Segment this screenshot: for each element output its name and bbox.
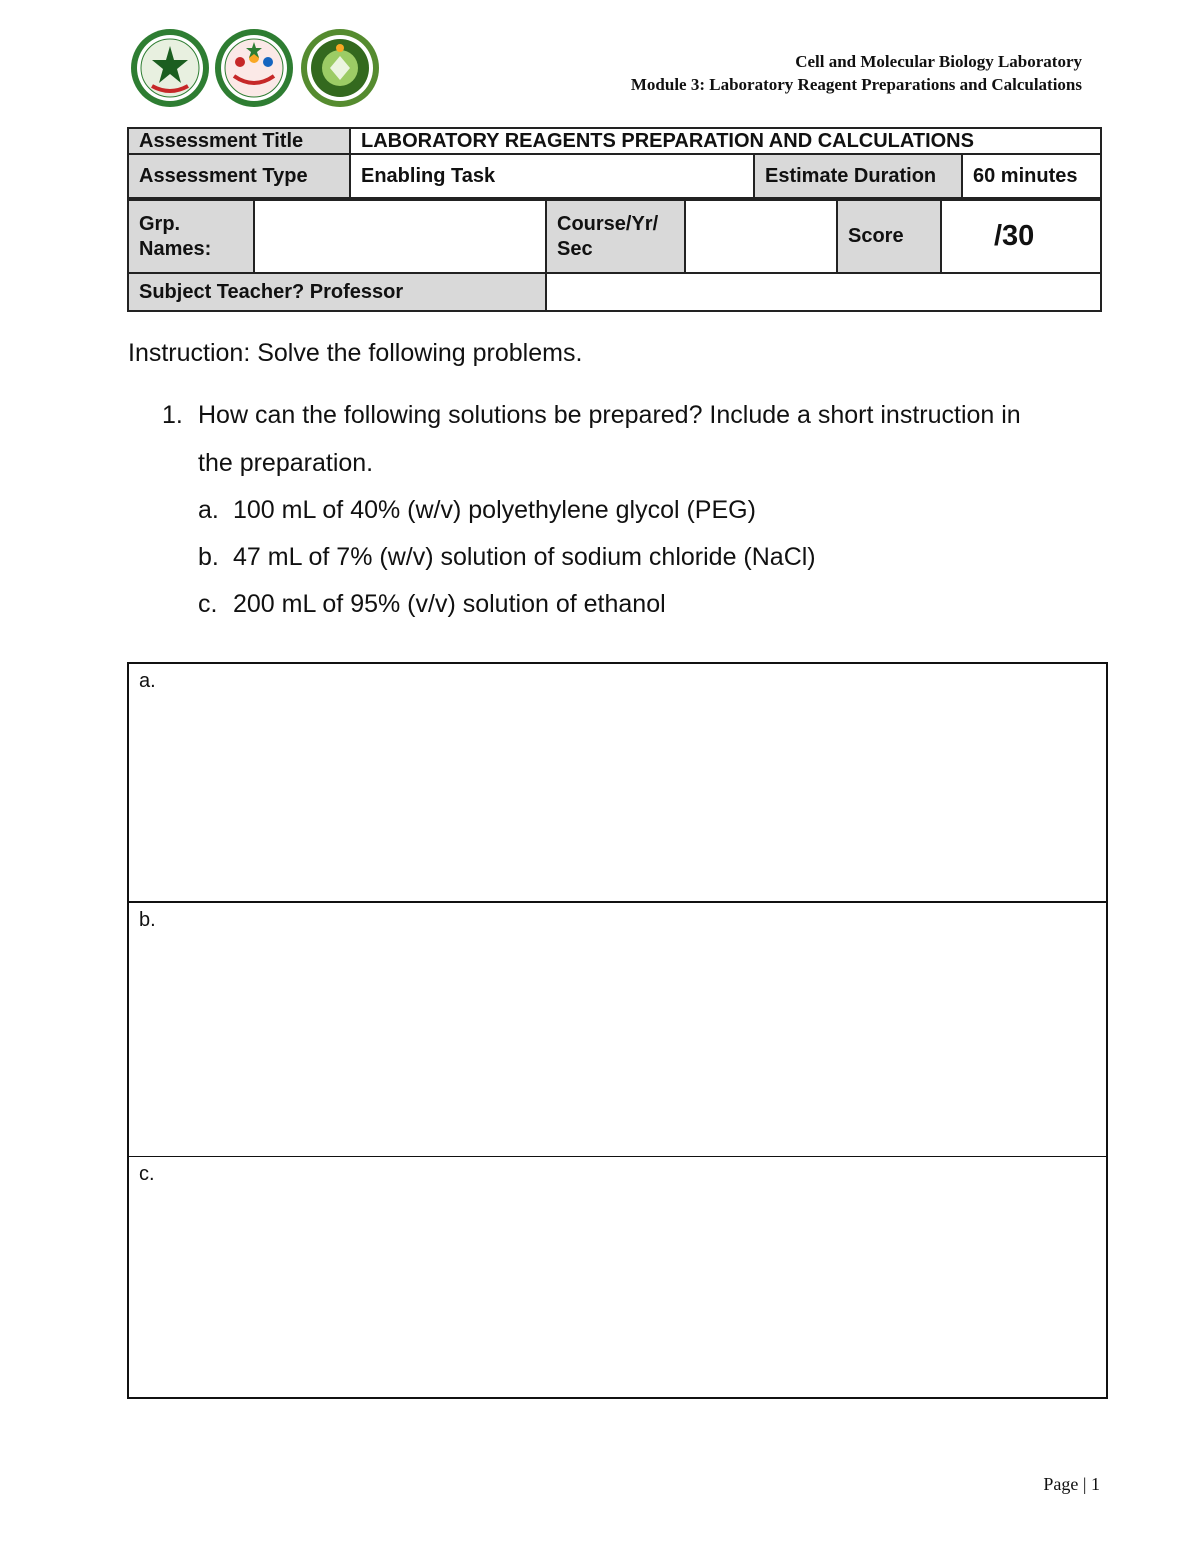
course-label-line1: Course/Yr/	[557, 212, 659, 235]
item-c-text: 200 mL of 95% (v/v) solution of ethanol	[233, 590, 666, 618]
page-number: Page | 1	[1043, 1474, 1100, 1494]
course-label-line2: Sec	[557, 237, 593, 260]
college-seal-logo	[214, 28, 294, 108]
course-title: Cell and Molecular Biology Laboratory	[795, 52, 1082, 71]
module-title: Module 3: Laboratory Reagent Preparations and Calculations	[630, 75, 1082, 94]
department-seal-logo	[300, 28, 380, 108]
group-names-field[interactable]	[255, 201, 547, 272]
score-label: Score	[838, 201, 942, 272]
group-info-row	[127, 199, 1102, 274]
item-b-text: 47 mL of 7% (w/v) solution of sodium chloride (NaCl)	[233, 543, 816, 571]
estimate-duration-label: Estimate Duration	[755, 155, 963, 197]
group-names-label-line1: Grp.	[139, 212, 181, 235]
item-c-letter: c.	[198, 590, 218, 618]
answer-box-b[interactable]	[129, 903, 1106, 1157]
assessment-title-label: Assessment Title	[129, 129, 351, 153]
group-names-label	[129, 201, 255, 272]
item-a-letter: a.	[198, 496, 219, 524]
estimate-duration-value: 60 minutes	[973, 164, 1078, 187]
course-yr-sec-label	[547, 201, 686, 272]
answer-box-a[interactable]	[129, 664, 1106, 903]
assessment-type-label: Assessment Type	[129, 155, 351, 197]
subject-teacher-row	[127, 274, 1102, 312]
question-text-line2: the preparation.	[198, 449, 374, 477]
university-seal-logo	[130, 28, 210, 108]
question-number: 1.	[162, 401, 183, 429]
answer-label-b: b.	[139, 909, 156, 931]
assessment-title-row	[127, 127, 1102, 155]
question-text-line1: How can the following solutions be prepared? Include a short instruction in	[198, 401, 1021, 429]
subject-teacher-field[interactable]	[547, 274, 1100, 310]
answer-box-c[interactable]	[129, 1157, 1106, 1397]
answer-label-a: a.	[139, 670, 156, 692]
item-a-text: 100 mL of 40% (w/v) polyethylene glycol (PEG)	[233, 496, 756, 524]
assessment-info-table	[127, 127, 1102, 312]
assessment-title-value: LABORATORY REAGENTS PREPARATION AND CALCULATIONS	[361, 129, 974, 152]
answer-label-c: c.	[139, 1163, 155, 1185]
group-names-label-line2: Names:	[139, 237, 212, 260]
assessment-type-row	[127, 155, 1102, 199]
course-yr-sec-field[interactable]	[686, 201, 838, 272]
instruction-text: Instruction: Solve the following problems.	[128, 339, 583, 367]
answer-table	[127, 662, 1108, 1399]
assessment-type-value: Enabling Task	[351, 155, 755, 197]
score-value: /30	[994, 220, 1035, 252]
item-b-letter: b.	[198, 543, 219, 571]
subject-teacher-label: Subject Teacher? Professor	[129, 274, 547, 310]
